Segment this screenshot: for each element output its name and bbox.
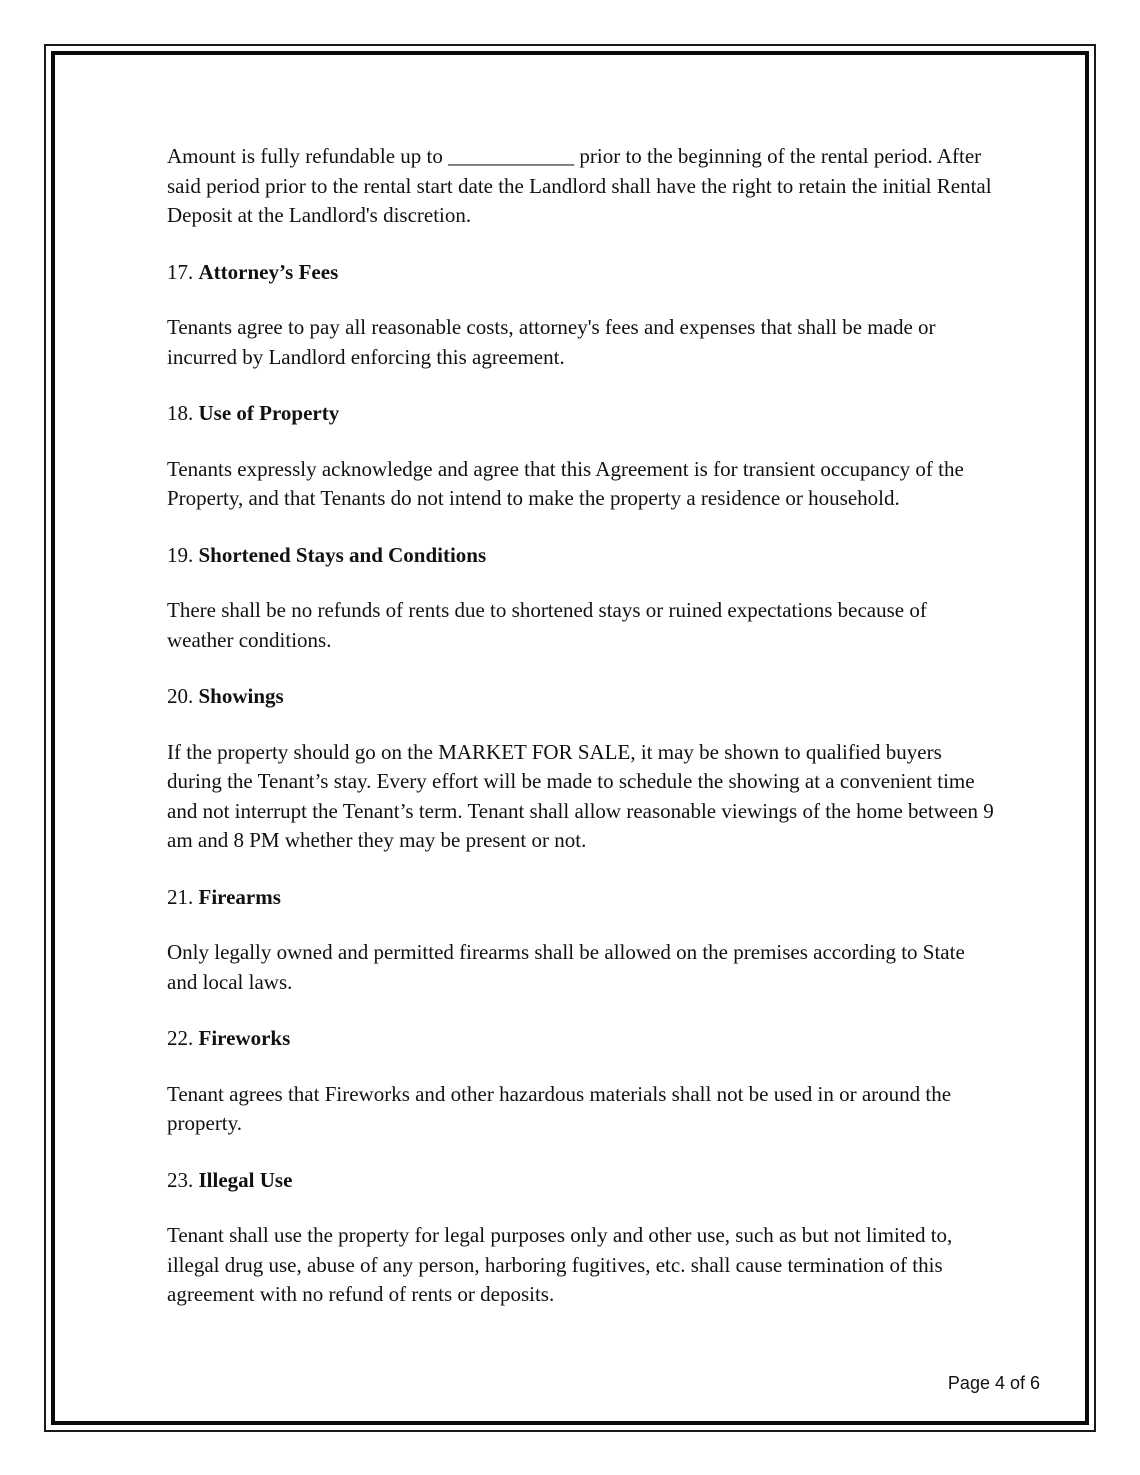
document-body: [167, 142, 997, 1337]
section-number: 18.: [167, 401, 194, 425]
section-title: Shortened Stays and Conditions: [198, 542, 487, 567]
section-title: Illegal Use: [198, 1167, 293, 1192]
section-body-17: Tenants agree to pay all reasonable costs, attorney's fees and expenses that shall be made or incurred by Landlord enforcing this agreement.: [167, 315, 936, 369]
section-body-23: Tenant shall use the property for legal purposes only and other use, such as but not limited to, illegal drug use, abuse of any person, harboring fugitives, etc. shall cause termination of this agreement with no refund of rents or deposits.: [167, 1223, 953, 1306]
section-heading-23: [167, 1166, 997, 1196]
section-body-19: There shall be no refunds of rents due to shortened stays or ruined expectations because of weather conditions.: [167, 598, 927, 652]
section-heading-20: [167, 682, 997, 712]
section-number: 19.: [167, 542, 194, 567]
section-heading-18: [167, 399, 997, 429]
section-body-18: Tenants expressly acknowledge and agree that this Agreement is for transient occupancy of the Property, and that Tenants do not intend to make the property a residence or household.: [167, 456, 964, 510]
section-title: Firearms: [198, 884, 281, 909]
section-title: Fireworks: [198, 1026, 291, 1050]
section-heading-19: [167, 541, 997, 571]
section-body-22: Tenant agrees that Fireworks and other hazardous materials shall not be used in or around the property.: [167, 1081, 952, 1135]
section-heading-22: [167, 1024, 997, 1054]
section-body-21: Only legally owned and permitted firearms shall be allowed on the premises according to State and local laws.: [167, 940, 965, 994]
section-heading-21: [167, 883, 997, 913]
page-number: Page 4 of 6: [947, 1373, 1040, 1393]
section-body-20: If the property should go on the MARKET FOR SALE, it may be shown to qualified buyers during the Tenant’s stay. Every effort will be made to schedule the showing at a convenient time and not interrupt the Tenant’s term. Tenant shall allow reasonable viewings of the home between 9 am and 8 PM whether they may be present or not.: [167, 739, 994, 852]
section-number: 21.: [167, 884, 194, 909]
section-number: 20.: [167, 684, 194, 708]
section-heading-17: [167, 258, 997, 288]
section-title: Use of Property: [198, 401, 340, 425]
section-number: 17.: [167, 259, 194, 284]
intro-paragraph: Amount is fully refundable up to ____________ prior to the beginning of the rental period. After said period prior to the rental start date the Landlord shall have the right to retain the initial Rental Deposit at the Landlord's discretion.: [167, 144, 992, 227]
section-number: 23.: [167, 1167, 194, 1192]
section-title: Attorney’s Fees: [198, 259, 339, 284]
section-title: Showings: [198, 684, 284, 708]
section-number: 22.: [167, 1026, 194, 1050]
